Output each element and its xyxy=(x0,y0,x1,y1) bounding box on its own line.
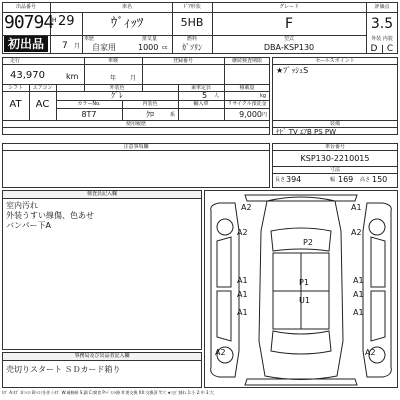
length-label: 長さ xyxy=(275,177,286,183)
width-label: 幅 xyxy=(330,177,336,183)
interior-color-label: 内装色 xyxy=(142,101,158,107)
size-label: 寸法 xyxy=(329,167,340,173)
score-label: 評価点 xyxy=(374,4,390,10)
displacement: 1000 xyxy=(138,43,159,52)
month: 7 xyxy=(62,41,68,51)
ac-label: エアコン xyxy=(32,85,53,91)
model-code-label: 型式 xyxy=(283,36,294,42)
equipment: ﾅﾋﾞ TV ｴｱB PS PW xyxy=(276,128,337,136)
width: 169 xyxy=(338,175,354,184)
color-number-label: カラーNo. xyxy=(77,101,101,107)
notes-label: 注意事項欄 xyxy=(123,144,149,150)
model-year: 29 xyxy=(58,14,75,29)
mark-fender-front-right: A2 xyxy=(351,228,362,237)
chassis-number: KSP130-2210015 xyxy=(300,154,370,163)
load-unit: kg xyxy=(260,93,267,99)
inspection-label: 車検 xyxy=(107,58,118,64)
overall-score: 3.5 xyxy=(370,16,394,32)
air-conditioning: AC xyxy=(35,99,50,110)
car-name: ｳﾞｨｯﾂ xyxy=(110,16,144,31)
registration-label: 登録番号 xyxy=(172,58,193,64)
inspector-line: 室内汚れ xyxy=(6,201,38,210)
inspection-month-unit: 月 xyxy=(130,75,137,82)
capacity-unit: 人 xyxy=(214,93,220,99)
interior-color: ｸﾛ xyxy=(146,110,154,119)
height-label: 高さ xyxy=(360,177,371,183)
damage-code-legend: ｷｽﾞ A:ｷｽﾞ U:ﾍｺﾐ B:ﾍｺﾐを伴うｷｽﾞ W:補修跡 S:錆 C:腐食 P:ﾍﾟｲﾝﾄ跡 X:要交換 XX:交換済 Y:穴 ★:ﾋﾋﾞ割れ 1:小 2:中 3:大 xyxy=(2,390,214,395)
inspector-line: 外装うすい線傷、色あせ xyxy=(6,211,94,220)
registration-note-label: 継続検査期限 xyxy=(231,58,262,64)
cc-label: 排気量 xyxy=(142,36,158,42)
mark-door-front-left: A1 xyxy=(237,276,248,285)
fuel-type: ｶﾞｿﾘﾝ xyxy=(182,43,202,52)
shift-label: シフト xyxy=(7,85,23,91)
class-label: 車歴 xyxy=(84,36,95,42)
lot-number: 90794 xyxy=(4,12,54,33)
exterior-color-label: 外装色 xyxy=(109,85,125,91)
sales-point: ★ﾌﾟｯｼｭS xyxy=(276,66,309,75)
height: 150 xyxy=(372,175,388,184)
mileage-label: 走行 xyxy=(10,58,21,64)
mark-hood-right: A1 xyxy=(351,203,362,212)
mark-hood-left: A2 xyxy=(241,203,252,212)
mark-door-rear-right: A1 xyxy=(353,290,364,299)
mileage: 43,970 xyxy=(10,70,45,81)
first-listing-badge: 初出品 xyxy=(4,36,48,52)
grade-label: グレード xyxy=(278,4,299,10)
lot-number-label: 出品番号 xyxy=(15,4,36,10)
grade: F xyxy=(284,16,294,32)
equipment-label: 装備 xyxy=(329,121,340,127)
recycle-unit: 円 xyxy=(262,112,268,118)
seller-note: 売切りスタート ＳＤカード箱り xyxy=(6,365,121,374)
door-label: ﾄﾞｱ形状 xyxy=(183,4,201,10)
load-label: 積載量 xyxy=(239,85,255,91)
history-label: 使用履歴 xyxy=(125,121,146,127)
exterior-score: D xyxy=(370,44,378,54)
inspector-label: 検査員記入欄 xyxy=(86,191,117,197)
length: 394 xyxy=(286,175,302,184)
mark-rear-left: A1 xyxy=(237,308,248,317)
model-code: DBA-KSP130 xyxy=(263,43,315,52)
year-era: H xyxy=(52,17,57,24)
sales-point-label: セールスポイント xyxy=(315,58,355,64)
exterior-color: ｸﾞﾚ xyxy=(111,91,123,100)
interior-score: C xyxy=(386,44,394,54)
score-sub-label: 外装 内装 xyxy=(371,36,393,42)
vehicle-class: 自家用 xyxy=(92,43,116,52)
shift: AT xyxy=(9,99,22,110)
chassis-label: 車台番号 xyxy=(324,144,345,150)
inspection-year-unit: 年 xyxy=(110,75,117,82)
inspector-line: バンパー下A xyxy=(6,221,51,230)
capacity-label: 乗車定員 xyxy=(190,85,211,91)
car-outline-graphic xyxy=(205,191,397,387)
recycle-label: リサイクル預託金 xyxy=(227,101,267,107)
color-number: 8T7 xyxy=(81,110,97,119)
mark-fender-front-left: A2 xyxy=(237,228,248,237)
mark-panel-p2: P2 xyxy=(303,238,313,247)
mark-panel-p1: P1 xyxy=(299,278,309,287)
cc-unit: cc xyxy=(162,45,168,51)
mark-door-rear-left: A1 xyxy=(237,290,248,299)
condition-diagram xyxy=(204,190,398,388)
mark-panel-u1: U1 xyxy=(299,296,310,305)
seller-label: 事務局及び出品者記入欄 xyxy=(74,353,130,359)
mark-door-front-right: A1 xyxy=(353,276,364,285)
mark-rear-right: A1 xyxy=(353,308,364,317)
rear-window xyxy=(271,331,331,354)
windshield xyxy=(271,228,331,251)
fuel-label: 燃料 xyxy=(186,36,197,42)
mileage-unit: km xyxy=(66,72,79,81)
interior-color-unit: 系 xyxy=(170,112,176,118)
mark-bumper-rear-right: A2 xyxy=(365,348,376,357)
month-unit: 月 xyxy=(74,43,81,50)
car-name-label: 車名 xyxy=(121,4,132,10)
capacity: 5 xyxy=(202,91,208,100)
door-type: 5HB xyxy=(180,16,204,29)
auction-sheet xyxy=(2,2,398,398)
import-label: 輸入車 xyxy=(193,101,209,107)
mark-bumper-rear-left: A2 xyxy=(215,348,226,357)
recycle-fee: 9,000 xyxy=(239,110,262,119)
